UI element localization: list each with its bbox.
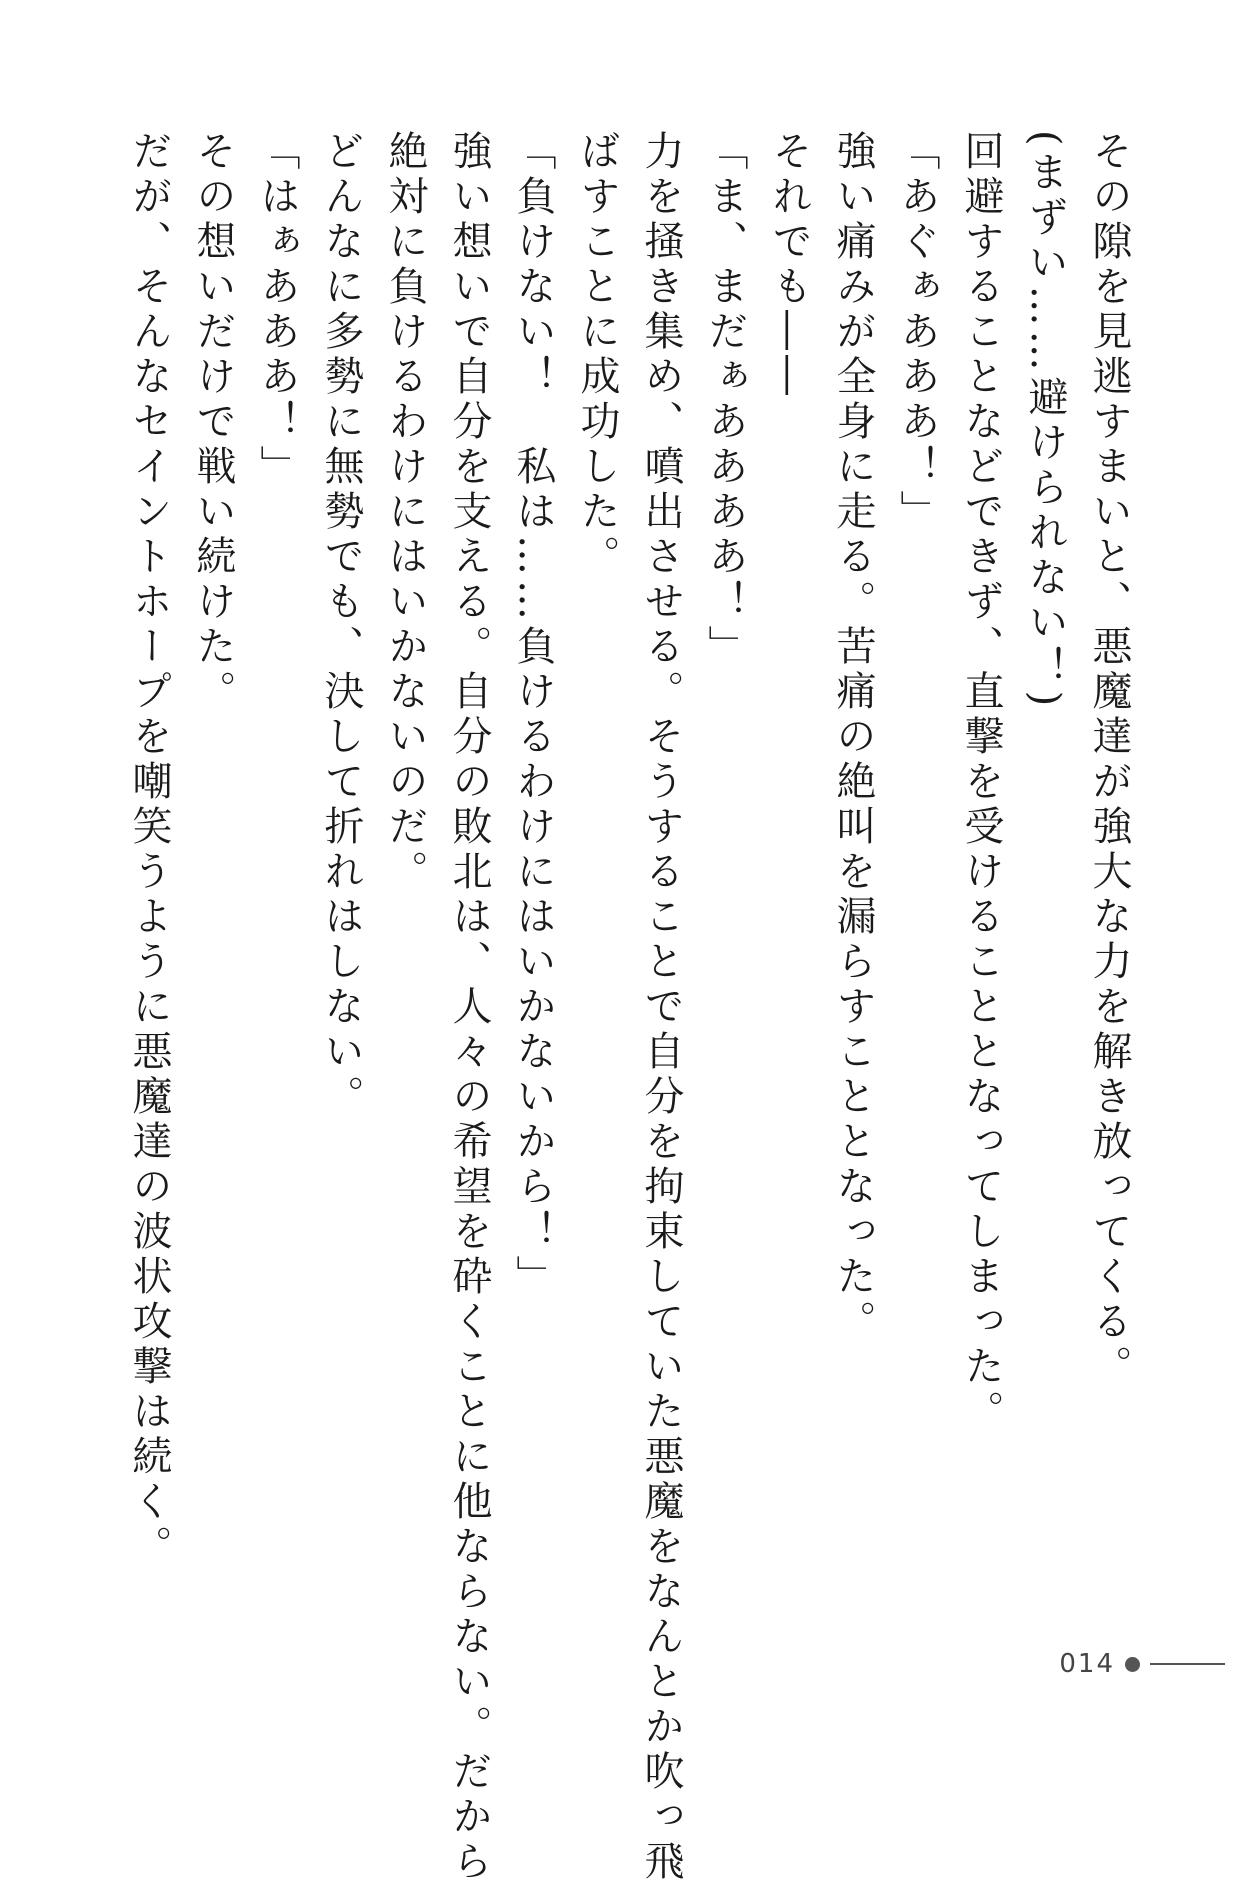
text-line-13: どんなに多勢に無勢でも、決して折れはしない。 <box>318 130 364 1120</box>
text-line-15: その想いだけで戦い続けた。 <box>190 130 236 715</box>
page-marker-dot <box>1125 1657 1140 1672</box>
text-line-9: ばすことに成功した。 <box>574 130 620 580</box>
text-line-8: 力を掻き集め、噴出させる。そうすることで自分を拘束していた悪魔をなんとか吹っ飛 <box>638 130 684 1885</box>
text-line-2: (まずい……避けられない！) <box>1022 130 1068 712</box>
text-line-4: 「あぐぁあああ！」 <box>894 130 940 535</box>
text-line-6: それでも―― <box>766 130 812 400</box>
text-line-7: 「ま、まだぁああああ！」 <box>702 130 748 670</box>
text-line-10: 「負けない！ 私は……負けるわけにはいかないから！」 <box>510 130 556 1300</box>
text-line-1: その隙を見逃すまいと、悪魔達が強大な力を解き放ってくる。 <box>1086 130 1132 1390</box>
text-line-14: 「はぁあああ！」 <box>254 130 300 490</box>
text-line-12: 絶対に負けるわけにはいかないのだ。 <box>382 130 428 895</box>
text-line-16: だが、そんなセイントホープを嘲笑うように悪魔達の波状攻撃は続く。 <box>126 130 172 1570</box>
text-line-3: 回避することなどできず、直撃を受けることとなってしまった。 <box>958 130 1004 1435</box>
text-line-11: 強い想いで自分を支える。自分の敗北は、人々の希望を砕くことに他ならない。だから <box>446 130 492 1885</box>
page-number: 014 <box>1059 1649 1115 1679</box>
text-line-5: 強い痛みが全身に走る。苦痛の絶叫を漏らすこととなった。 <box>830 130 876 1345</box>
page-marker-rule <box>1150 1663 1225 1665</box>
page-footer <box>1059 1649 1225 1679</box>
